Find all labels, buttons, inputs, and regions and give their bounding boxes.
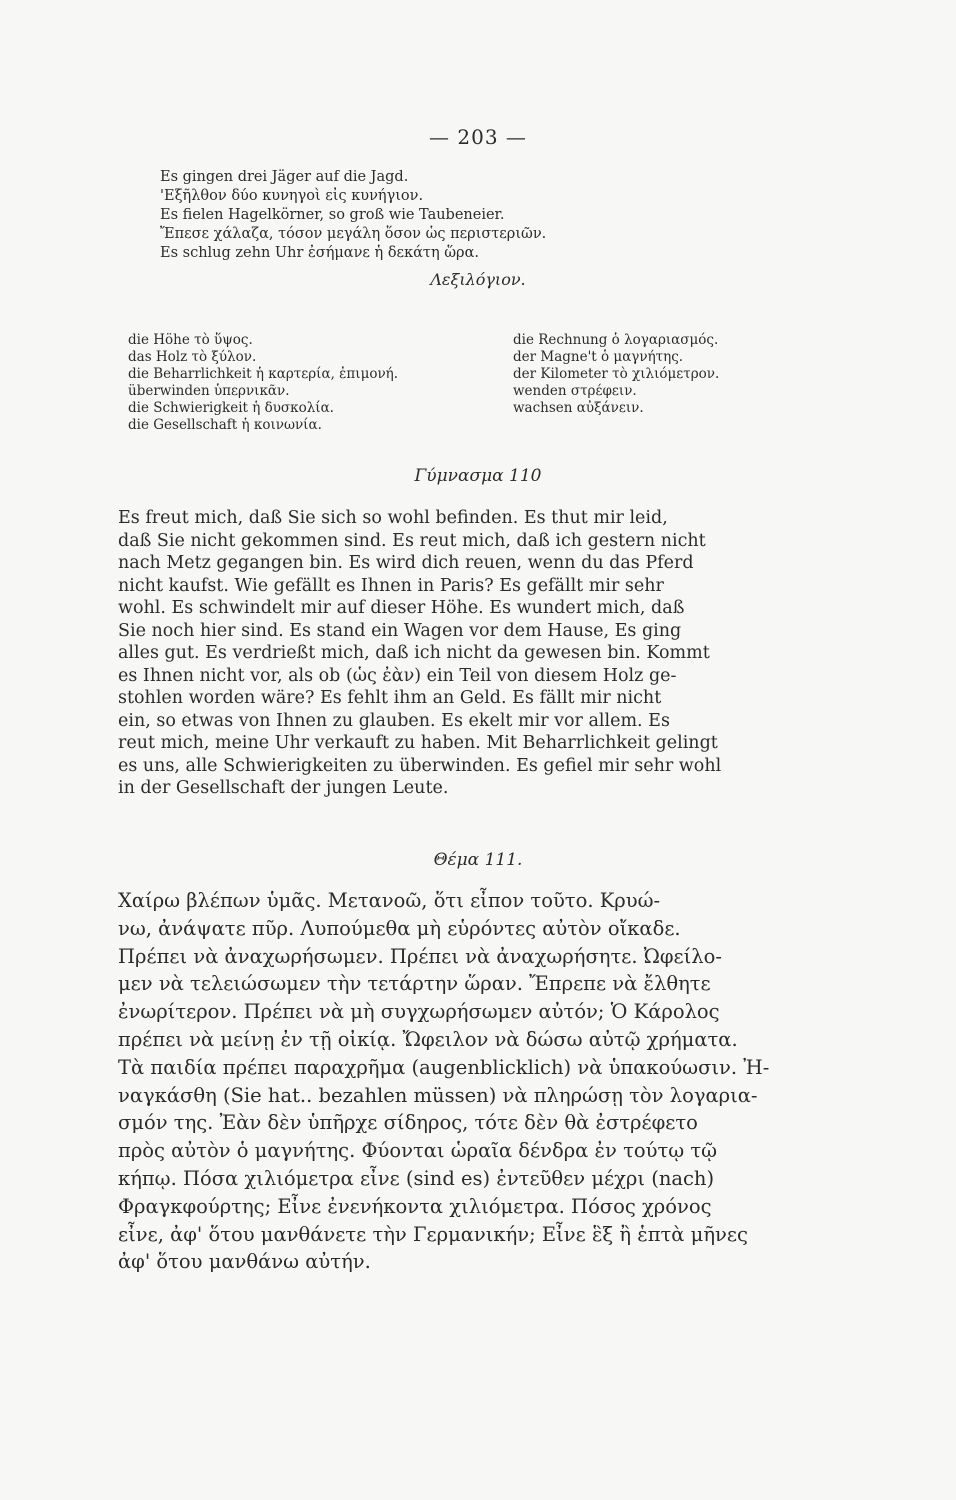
vocab-entry: die Höhe τὸ ὕψος. [128,332,253,348]
text-line: daß Sie nicht gekommen sind. Es reut mich, daß ich gestern nicht [118,530,706,551]
vocab-entry: die Gesellschaft ἡ κοινωνία. [128,417,322,433]
text-line: ein, so etwas von Ihnen zu glauben. Es ekelt mir vor allem. Es [118,710,670,731]
text-line: πρέπει νὰ μείνῃ ἐν τῇ οἰκίᾳ. Ὤφειλον νὰ δώσω αὐτῷ χρήματα. [118,1027,738,1051]
text-line: es Ihnen nicht vor, als ob (ὡς ἐὰν) ein Teil von diesem Holz ge- [118,665,677,686]
text-line: ἀφ' ὅτου μανθάνω αὐτήν. [118,1250,371,1274]
vocab-entry: der Magne't ὁ μαγνήτης. [513,349,684,365]
vocab-entry: der Kilometer τὸ χιλιόμετρον. [513,366,720,382]
text-line: nicht kaufst. Wie gefällt es Ihnen in Paris? Es gefällt mir sehr [118,575,664,596]
text-line: κήπῳ. Πόσα χιλιόμετρα εἶνε (sind es) ἐντεῦθεν μέχρι (nach) [118,1166,715,1190]
text-line: es uns, alle Schwierigkeiten zu überwinden. Es gefiel mir sehr wohl [118,755,722,776]
vocab-entry: wenden στρέφειν. [513,383,637,399]
text-line: νω, ἀνάψατε πῦρ. Λυπούμεθα μὴ εὑρόντες αὐτὸν οἴκαδε. [118,916,681,940]
intro-line: Es fielen Hagelkörner, so groß wie Taubeneier. [160,207,505,223]
text-line: wohl. Es schwindelt mir auf dieser Höhe. Es wundert mich, daß [118,598,685,618]
vocabulary-heading: Λεξιλόγιον. [430,270,526,289]
vocab-entry: die Rechnung ὁ λογαριασμός. [513,332,719,348]
intro-line: 'Εξῆλθον δύο κυνηγοὶ εἰς κυνήγιον. [160,188,424,204]
text-line: πρὸς αὐτὸν ὁ μαγνήτης. Φύονται ὡραῖα δένδρα ἐν τούτῳ τῷ [118,1139,718,1163]
text-line: σμόν της. Ἐὰν δὲν ὑπῆρχε σίδηρος, τότε δὲν θὰ ἐστρέφετο [118,1111,698,1135]
text-line: Τὰ παιδία πρέπει παραχρῆμα (augenblicklich) νὰ ὑπακούωσιν. Ἠ- [118,1055,770,1079]
text-line: Es freut mich, daß Sie sich so wohl befinden. Es thut mir leid, [118,508,668,528]
text-line: reut mich, meine Uhr verkauft zu haben. Mit Beharrlichkeit gelingt [118,733,718,753]
text-line: nach Metz gegangen bin. Es wird dich reuen, wenn du das Pferd [118,553,694,573]
text-line: Sie noch hier sind. Es stand ein Wagen vor dem Hause, Es ging [118,620,682,641]
vocabulary-right-column [513,332,813,417]
vocab-entry: wachsen αὐξάνειν. [513,400,644,416]
theme-heading: Θέμα 111. [433,850,523,870]
text-line: μεν νὰ τελειώσωμεν τὴν τετάρτην ὥραν. Ἔπρεπε νὰ ἔλθητε [118,972,711,996]
intro-line: Ἔπεσε χάλαζα, τόσον μεγάλη ὅσον ὡς περιστεριῶν. [160,226,547,242]
page-number: — 203 — [429,125,527,149]
vocab-entry: die Beharrlichkeit ἡ καρτερία, ἐπιμονή. [128,366,399,382]
text-line: stohlen worden wäre? Es fehlt ihm an Geld. Es fällt mir nicht [118,688,662,708]
text-line: ἐνωρίτερον. Πρέπει νὰ μὴ συγχωρήσωμεν αὐτόν; Ὁ Κάρολος [118,1000,720,1024]
intro-line: Es gingen drei Jäger auf die Jagd. [160,169,409,185]
text-line: Χαίρω βλέπων ὑμᾶς. Μετανοῶ, ὅτι εἶπον τοῦτο. Κρυώ- [118,889,661,912]
theme-text [118,887,808,1276]
text-line: εἶνε, ἀφ' ὅτου μανθάνετε τὴν Γερμανικήν; Εἶνε ἓξ ἢ ἑπτὰ μῆνες [118,1222,748,1246]
text-line: Πρέπει νὰ ἀναχωρήσωμεν. Πρέπει νὰ ἀναχωρήσητε. Ὠφείλο- [118,944,722,968]
intro-line: Es schlug zehn Uhr ἐσήμανε ἡ δεκάτη ὥρα. [160,245,479,261]
text-line: alles gut. Es verdrießt mich, daß ich nicht da gewesen bin. Kommt [118,643,710,663]
exercise-text [118,507,798,800]
text-line: in der Gesellschaft der jungen Leute. [118,778,449,798]
text-line: ναγκάσθη (Sie hat.. bezahlen müssen) νὰ πληρώσῃ τὸν λογαρια- [118,1083,758,1107]
text-line: Φραγκφούρτης; Εἶνε ἐνενήκοντα χιλιόμετρα. Πόσος χρόνος [118,1194,712,1218]
intro-sentences [160,168,820,263]
vocab-entry: überwinden ὑπερνικᾶν. [128,383,290,399]
vocabulary-left-column [128,332,448,434]
exercise-heading: Γύμνασμα 110 [414,466,542,486]
vocab-entry: die Schwierigkeit ἡ δυσκολία. [128,400,334,416]
vocab-entry: das Holz τὸ ξύλον. [128,349,257,365]
